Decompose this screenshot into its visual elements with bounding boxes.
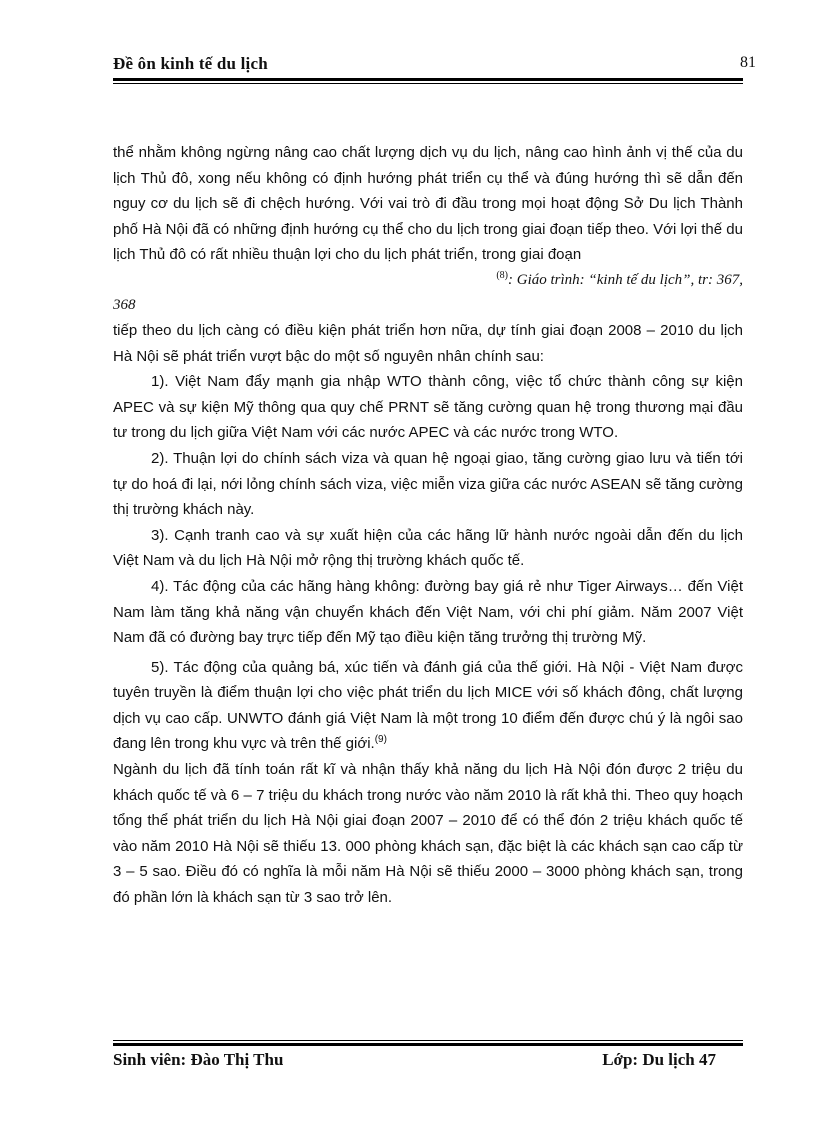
body-text (113, 140, 743, 911)
header-rule-thin (113, 83, 743, 84)
paragraph-conclusion: Ngành du lịch đã tính toán rất kĩ và nhận thấy khả năng du lịch Hà Nội đón được 2 triệu du khách quốc tế và 6 – 7 triệu du khách trong nước vào năm 2010 là rất khả thi. Theo quy hoạch tổng thể phát triển du lịch Hà Nội giai đoạn 2007 – 2010 để có thể đón 2 triệu khách quốc tế vào năm 2010 Hà Nội sẽ thiếu 13. 000 phòng khách sạn, đặc biệt là các khách sạn cao cấp từ 3 – 5 sao. Điều đó có nghĩa là mỗi năm Hà Nội sẽ thiếu 2000 – 3000 phòng khách sạn, trong đó phần lớn là khách sạn từ 3 sao trở lên. (113, 761, 743, 907)
paragraph-intro: thể nhằm không ngừng nâng cao chất lượng dịch vụ du lịch, nâng cao hình ảnh vị thế của du lịch Thủ đô, xong nếu không có định hướng phát triển cụ thể và đúng hướng thì sẽ dẫn đến nguy cơ du lịch sẽ đi chệch hướng. Với vai trò đi đầu trong mọi hoạt động Sở Du lịch Thành phố Hà Nội đã có những định hướng cụ thể cho du lịch trong giai đoạn tiếp theo. Với lợi thế du lịch Thủ đô có rất nhiều thuận lợi cho du lịch phát triển, trong giai đoạn (113, 144, 743, 264)
list-item-1: 1). Việt Nam đẩy mạnh gia nhập WTO thành công, việc tổ chức thành công sự kiện APEC và sự kiện Mỹ thông qua quy chế PRNT sẽ tăng cường quan hệ trong thương mại đầu tư trong du lịch giữa Việt Nam với các nước APEC và các nước trong WTO. (113, 373, 743, 442)
page-footer (113, 1050, 716, 1074)
page-number: 81 (740, 54, 756, 71)
page-header (113, 54, 756, 78)
paragraph-causes-intro: tiếp theo du lịch càng có điều kiện phát triển hơn nữa, dự tính giai đoạn 2008 – 2010 du lịch Hà Nội sẽ phát triển vượt bậc do một số nguyên nhân chính sau: (113, 321, 743, 365)
list-item-5 (113, 655, 743, 757)
header-rule-thick (113, 78, 743, 81)
footnote-marker-9: (9) (374, 734, 387, 746)
list-item-3: 3). Cạnh tranh cao và sự xuất hiện của các hãng lữ hành nước ngoài dẫn đến du lịch Việt Nam và du lịch Hà Nội mở rộng thị trường khách quốc tế. (113, 526, 743, 570)
footnote-continuation: 368 (113, 296, 136, 313)
list-item-4: 4). Tác động của các hãng hàng không: đường bay giá rẻ như Tiger Airways… đến Việt Nam làm tăng khả năng vận chuyển khách đến Việt Nam, với chi phí giảm. Năm 2007 Việt Nam đã có đường bay trực tiếp đến Mỹ tạo điều kiện tăng trưởng thị trường Mỹ. (113, 577, 743, 647)
footer-rule-thick (113, 1043, 743, 1046)
list-item-5-text: 5). Tác động của quảng bá, xúc tiến và đánh giá của thế giới. Hà Nội - Việt Nam được tuyên truyền là điểm thuận lợi cho việc phát triển du lịch MICE với số khách đông, chất lượng dịch vụ cao cấp. UNWTO đánh giá Việt Nam là một trong 10 điểm đến được chú ý là ngôi sao đang lên trong khu vực và trên thế giới. (113, 658, 743, 753)
list-item-2: 2). Thuận lợi do chính sách viza và quan hệ ngoại giao, tăng cường giao lưu và tiến tới tự do hoá đi lại, nới lỏng chính sách viza, việc miễn viza giữa các nước ASEAN sẽ tăng cường thị trường khách này. (113, 449, 743, 519)
footnote-marker: (8) (496, 269, 508, 281)
footnote-reference (113, 268, 743, 293)
footer-class: Lớp: Du lịch 47 (602, 1050, 716, 1069)
footer-rule-thin (113, 1040, 743, 1041)
footnote-text: : Giáo trình: “kinh tế du lịch”, tr: 367, (508, 271, 743, 288)
header-title: Đề ôn kinh tế du lịch (113, 54, 268, 73)
footer-student: Sinh viên: Đào Thị Thu (113, 1050, 284, 1069)
